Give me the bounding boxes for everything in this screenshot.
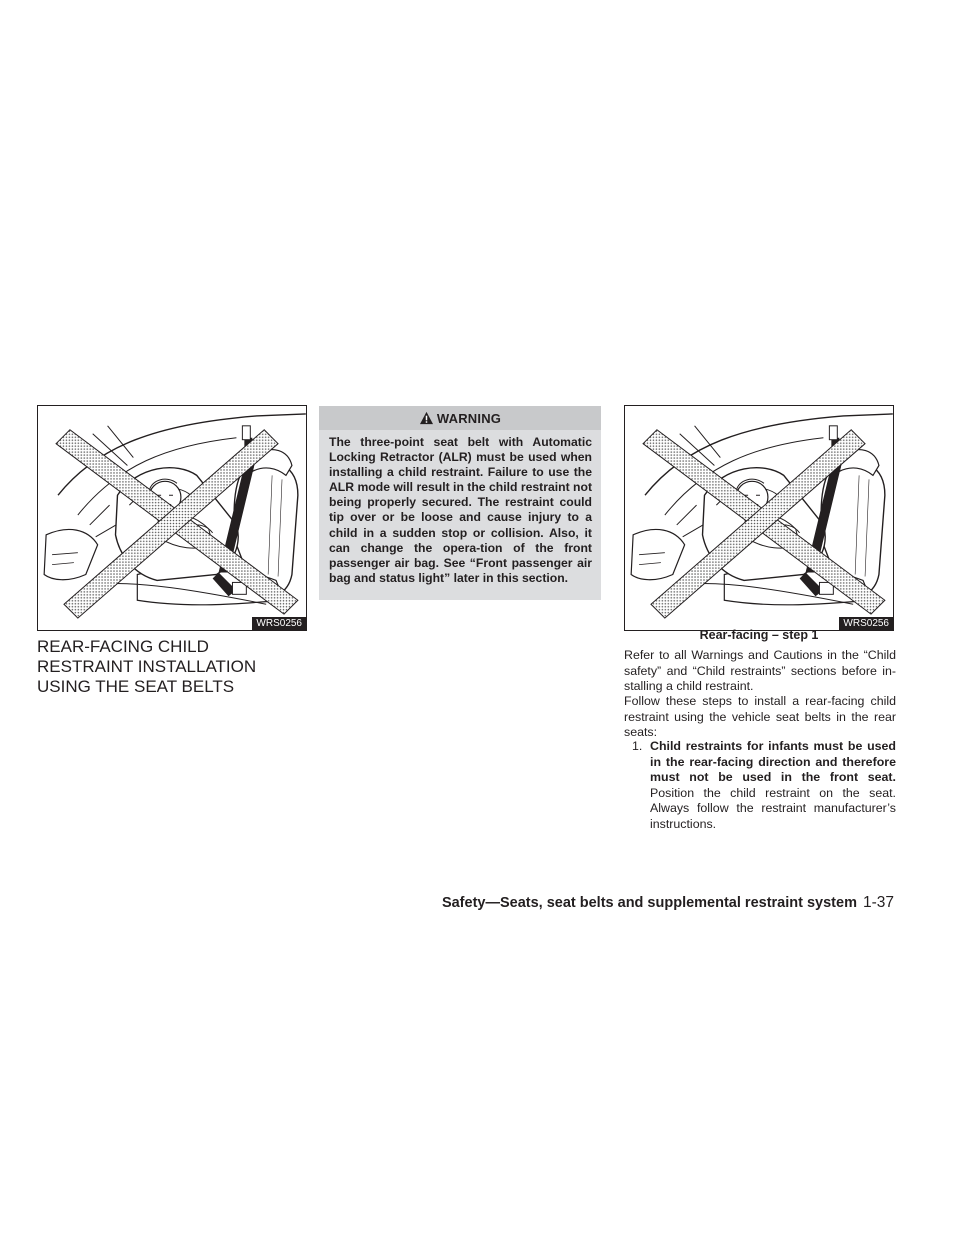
figure-code: WRS0256 xyxy=(252,617,306,630)
page-footer xyxy=(442,894,894,912)
step-instruction: Position the child restraint on the seat. Always follow the restraint manufacturer’s instructions. xyxy=(650,785,896,831)
warning-box xyxy=(319,406,601,600)
paragraph-follow-steps: Follow these steps to install a rear-facing child restraint using the vehicle seat belts in the rear seats: xyxy=(624,694,896,740)
rear-facing-seat-crossed-out-image xyxy=(38,406,306,630)
figure-code: WRS0256 xyxy=(839,617,893,630)
step-text xyxy=(650,739,896,833)
illustration-incorrect-installation xyxy=(37,405,307,631)
step-emphasis: Child restraints for infants must be used in the rear-facing direction and therefore must not be used in the front seat. xyxy=(650,739,896,785)
paragraph-refer-warnings: Refer to all Warnings and Cautions in the “Child safety” and “Child restraints” sections before in-stalling a child restraint. xyxy=(624,648,896,694)
warning-header xyxy=(319,406,601,430)
illustration-rear-facing-step-1 xyxy=(624,405,894,631)
step-number: 1. xyxy=(632,739,643,753)
rear-facing-step-1-image xyxy=(625,406,893,630)
warning-title: WARNING xyxy=(436,410,502,426)
figure-caption: Rear-facing – step 1 xyxy=(699,628,819,642)
warning-text: The three-point seat belt with Automatic Locking Retractor (ALR) must be used when installing a child restraint. Failure to use the ALR mode will result in the child restraint not being properly secured. The restraint could tip over or be loose and cause injury to a child in a sudden stop or collision. Also, it can change the opera-tion of the front passenger air bag. See “Front passenger air bag and status light” later in this section. xyxy=(329,435,592,585)
page-number: 1-37 xyxy=(862,894,894,911)
warning-icon xyxy=(419,411,434,425)
chapter-title: Safety—Seats, seat belts and supplemental restraint system xyxy=(441,895,857,911)
list-item-step-1 xyxy=(624,739,896,833)
section-title: REAR-FACING CHILD RESTRAINT INSTALLATION USING THE SEAT BELTS xyxy=(37,637,257,696)
